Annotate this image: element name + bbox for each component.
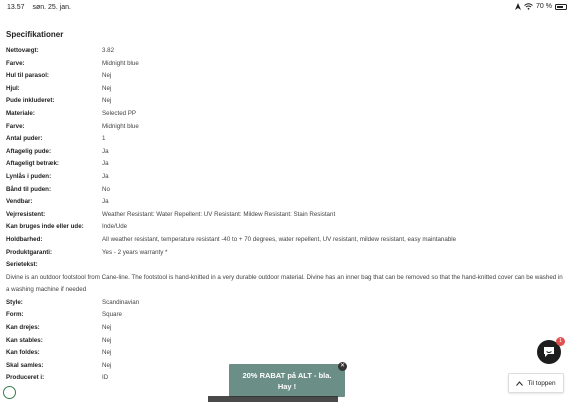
battery-icon — [555, 4, 567, 10]
spec-row — [6, 259, 566, 272]
spec-row — [6, 108, 566, 121]
spec-value: Square — [102, 311, 122, 319]
spec-value: Ja — [102, 147, 109, 155]
spec-label: Vendbar: — [6, 198, 33, 206]
spec-row — [6, 297, 566, 310]
to-top-button[interactable] — [508, 373, 564, 393]
spec-value: Selected PP — [102, 109, 137, 117]
chat-badge: 1 — [556, 337, 565, 346]
spec-value: Nej — [102, 361, 112, 369]
site-logo[interactable] — [3, 386, 16, 399]
spec-label: Nettovægt: — [6, 47, 39, 54]
spec-list — [6, 45, 566, 385]
spec-value: Ja — [102, 172, 109, 180]
spec-label: Produceret i: — [6, 374, 45, 382]
spec-label: Antal puder: — [6, 135, 43, 143]
spec-label: Holdbarhed: — [6, 235, 43, 243]
to-top-label: Til toppen — [527, 379, 556, 387]
location-icon — [515, 3, 521, 10]
spec-label: Produktgaranti: — [6, 248, 53, 256]
spec-row — [6, 171, 566, 184]
spec-label: Style: — [6, 298, 23, 306]
spec-label: Vejrresistent: — [6, 210, 46, 218]
spec-label: Farve: — [6, 122, 25, 130]
spec-row — [6, 146, 566, 159]
status-time: 13.57 — [7, 4, 25, 11]
spec-value: Scandinavian — [102, 298, 140, 306]
spec-value: 3.82 — [102, 47, 115, 54]
spec-row — [6, 121, 566, 134]
spec-row — [6, 309, 566, 322]
spec-row — [6, 83, 566, 96]
wifi-icon — [524, 3, 533, 10]
spec-value: Nej — [102, 349, 112, 357]
spec-label: Bånd til puden: — [6, 185, 52, 193]
spec-value: Nej — [102, 336, 112, 344]
spec-row — [6, 322, 566, 335]
spec-row — [6, 247, 566, 260]
spec-label: Materiale: — [6, 109, 35, 117]
spec-label: Kan foldes: — [6, 349, 40, 357]
spec-value: Nej — [102, 72, 112, 80]
spec-row — [6, 234, 566, 247]
spec-row — [6, 45, 566, 58]
spec-label: Kan drejes: — [6, 324, 40, 332]
spec-row — [6, 196, 566, 209]
spec-value: Ja — [102, 160, 109, 168]
spec-value: ID — [102, 374, 109, 382]
spec-label: Form: — [6, 311, 24, 319]
spec-label: Kan stables: — [6, 336, 43, 344]
status-bar — [0, 0, 575, 16]
cut-off-heading — [208, 396, 338, 402]
promo-close-icon[interactable]: ✕ — [339, 363, 346, 369]
spec-row — [6, 95, 566, 108]
promo-line-1: 20% RABAT på ALT - bla. — [242, 371, 332, 380]
battery-percent: 70 % — [536, 3, 552, 10]
promo-banner[interactable] — [229, 364, 345, 397]
spec-label: Farve: — [6, 59, 25, 67]
spec-label: Serietekst: — [6, 261, 38, 269]
spec-label: Skal samles: — [6, 361, 44, 369]
spec-label: Aftageligt betræk: — [6, 160, 59, 168]
spec-label: Aftagelig pude: — [6, 147, 52, 155]
spec-value: Nej — [102, 84, 112, 92]
spec-label: Hul til parasol: — [6, 72, 49, 80]
spec-row — [6, 221, 566, 234]
spec-value: Nej — [102, 97, 112, 105]
spec-value: Inde/Ude — [102, 223, 128, 231]
spec-row — [6, 158, 566, 171]
spec-value: No — [102, 185, 110, 193]
promo-line-2: Hay ! — [277, 382, 297, 391]
spec-row — [6, 184, 566, 197]
spec-row — [6, 58, 566, 71]
spec-label: Kan bruges inde eller ude: — [6, 223, 84, 231]
spec-value: Ja — [102, 198, 109, 206]
chat-bubble-icon — [543, 346, 555, 358]
spec-value: Midnight blue — [102, 122, 139, 130]
spec-row — [6, 70, 566, 83]
spec-value: Yes - 2 years warranty * — [102, 248, 168, 256]
spec-row — [6, 133, 566, 146]
spec-row — [6, 209, 566, 222]
spec-label: Hjul: — [6, 84, 20, 92]
section-title: Specifikationer — [6, 30, 64, 39]
spec-row — [6, 335, 566, 348]
spec-label: Pude inkluderet: — [6, 97, 55, 105]
status-date: søn. 25. jan. — [32, 4, 72, 11]
spec-value: 1 — [102, 135, 106, 143]
chevron-up-icon — [516, 381, 523, 386]
spec-label: Lynlås i puden: — [6, 172, 52, 180]
spec-value: Midnight blue — [102, 59, 139, 67]
spec-value: Nej — [102, 324, 112, 332]
description-text: Divine is an outdoor footstool from Cane-line. The footstool is hand-knitted in a very durable outdoor material. Divine has an inner bag that can be removed so that the hand-knitted cover can be washed in a washing machine if needed — [6, 273, 563, 294]
spec-value: All weather resistant, temperature resistant -40 to + 70 degrees, water repellent, UV resistant, mildew resistant, easy maintanable — [102, 235, 457, 243]
spec-row — [6, 347, 566, 360]
spec-value: Weather Resistant: Water Repellent: UV Resistant: Mildew Resistant: Stain Resistant — [102, 210, 336, 218]
